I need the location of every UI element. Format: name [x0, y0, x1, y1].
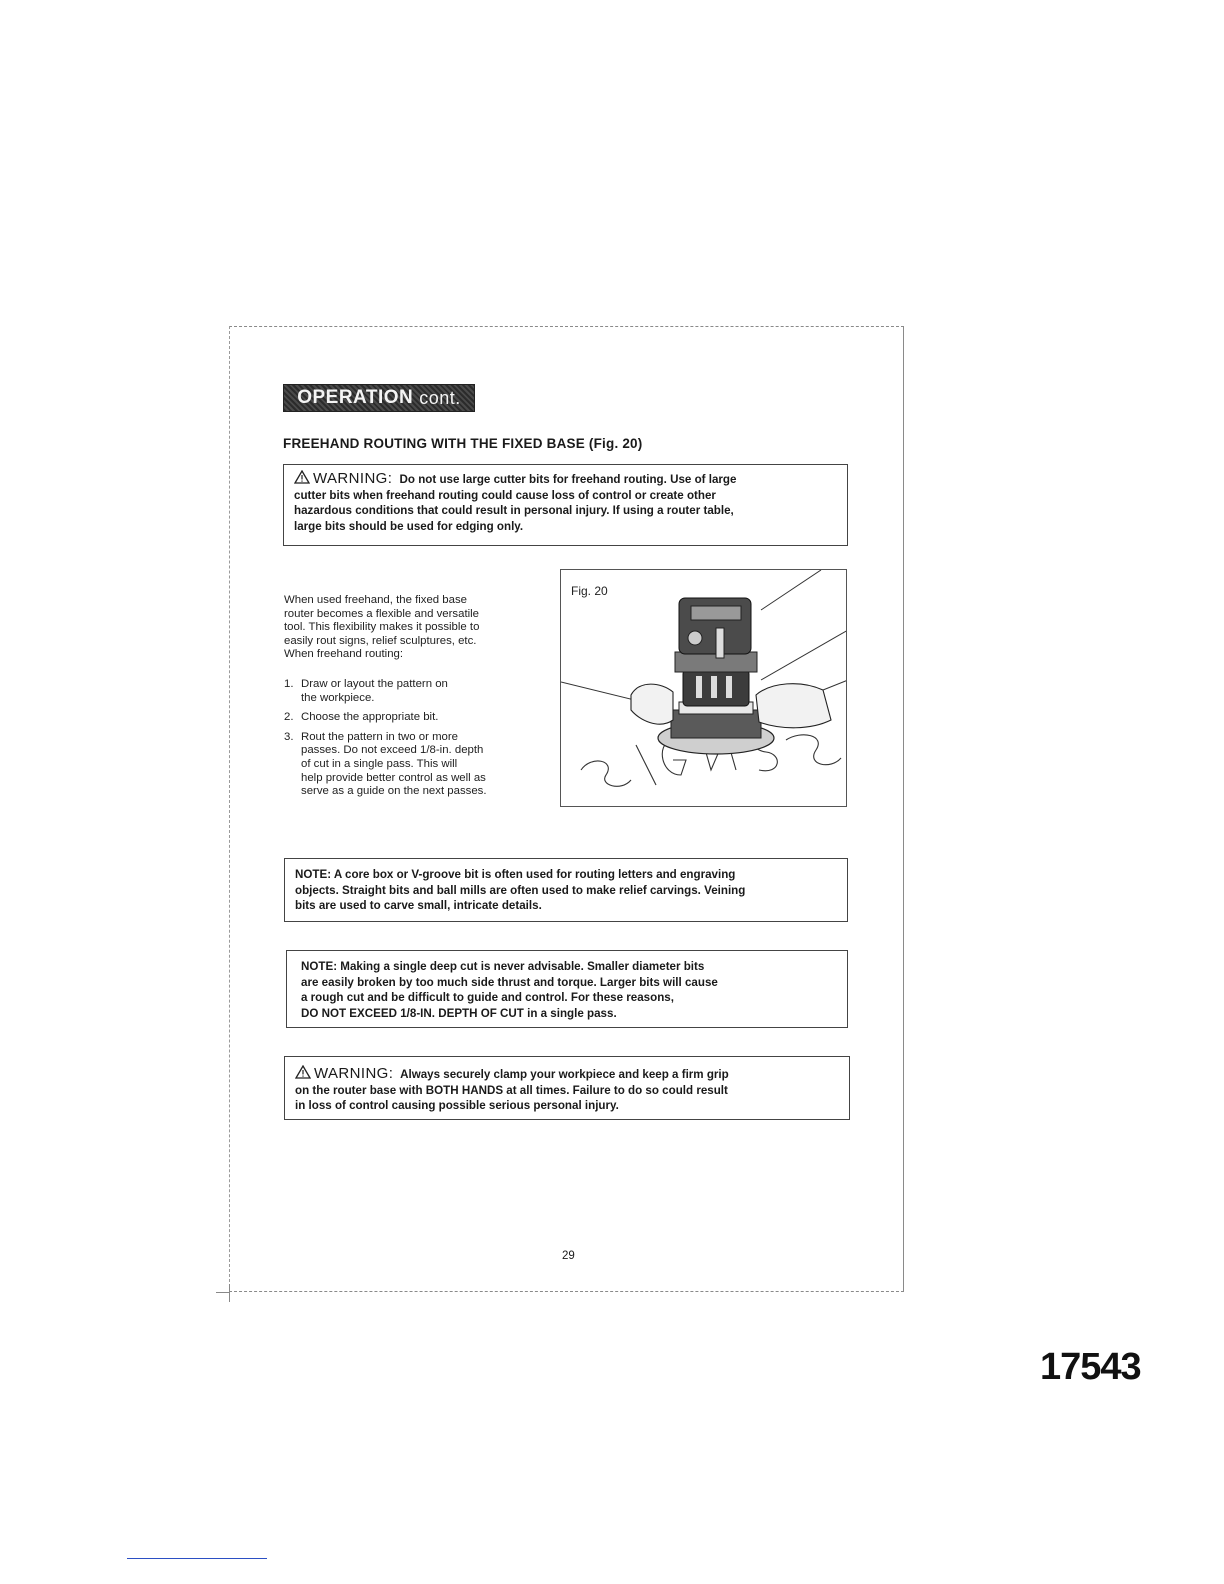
section-heading: FREEHAND ROUTING WITH THE FIXED BASE (Fig. 20): [283, 436, 643, 451]
intro-line: router becomes a flexible and versatile: [284, 607, 480, 620]
step-number: 2.: [284, 711, 294, 724]
router-illustration: [561, 570, 847, 807]
intro-line: tool. This flexibility makes it possible to: [284, 621, 480, 634]
note-box-1: [284, 858, 848, 922]
warning-line: Always securely clamp your workpiece and keep a firm grip: [400, 1068, 729, 1081]
section-banner: [283, 384, 475, 412]
figure-20: [560, 569, 847, 807]
warning-line: cutter bits when freehand routing could cause loss of control or create other: [294, 488, 716, 502]
step-line: serve as a guide on the next passes.: [301, 785, 487, 798]
step-line: Choose the appropriate bit.: [301, 711, 439, 724]
note-line: bits are used to carve small, intricate details.: [295, 899, 542, 912]
warning-line: hazardous conditions that could result in personal injury. If using a router table,: [294, 504, 734, 517]
crop-mark: [229, 1284, 230, 1302]
steps-list: [284, 678, 544, 805]
warning-line: in loss of control causing possible serious personal injury.: [295, 1099, 619, 1112]
intro-line: When used freehand, the fixed base: [284, 594, 468, 606]
warning-line: Do not use large cutter bits for freehand routing. Use of large: [399, 473, 737, 486]
list-item: [284, 711, 544, 725]
figure-caption: Fig. 20: [571, 584, 608, 598]
warning-title: WARNING:: [314, 1065, 394, 1082]
step-line: passes. Do not exceed 1/8-in. depth: [301, 744, 484, 757]
document-id: 17543: [1040, 1346, 1141, 1388]
page-number: 29: [562, 1250, 575, 1262]
footer-divider: [127, 1558, 267, 1559]
section-banner-label: OPERATION: [297, 387, 414, 408]
note-line: NOTE: A core box or V-groove bit is often used for routing letters and engraving: [295, 868, 736, 881]
warning-title: WARNING:: [313, 470, 393, 487]
warning-triangle-icon: [294, 470, 310, 484]
warning-line: on the router base with BOTH HANDS at all times. Failure to do so could result: [295, 1083, 728, 1097]
step-line: of cut in a single pass. This will: [301, 757, 458, 770]
intro-line: easily rout signs, relief sculptures, etc.: [284, 634, 477, 647]
note-line: NOTE: Making a single deep cut is never advisable. Smaller diameter bits: [301, 960, 705, 973]
note-line: are easily broken by too much side thrust and torque. Larger bits will cause: [301, 975, 718, 989]
note-line: a rough cut and be difficult to guide and control. For these reasons,: [301, 991, 674, 1004]
list-item: [284, 678, 544, 705]
step-line: help provide better control as well as: [301, 771, 486, 784]
warning-line: large bits should be used for edging only.: [294, 519, 524, 533]
warning-box-2: [284, 1056, 850, 1120]
note-line: objects. Straight bits and ball mills are often used to make relief carvings. Veining: [295, 883, 746, 897]
step-line: Rout the pattern in two or more: [301, 730, 459, 743]
step-number: 1.: [284, 678, 294, 690]
intro-line: When freehand routing:: [284, 648, 404, 661]
note-box-2: [286, 950, 848, 1028]
note-line: DO NOT EXCEED 1/8-IN. DEPTH OF CUT in a single pass.: [301, 1006, 617, 1020]
list-item: [284, 731, 544, 799]
step-number: 3.: [284, 730, 294, 743]
intro-paragraph: [284, 594, 534, 662]
step-line: Draw or layout the pattern on: [301, 678, 448, 690]
section-banner-suffix: cont.: [419, 387, 461, 408]
step-line: the workpiece.: [301, 691, 375, 704]
warning-box-1: [283, 464, 848, 546]
crop-mark: [216, 1292, 230, 1293]
warning-triangle-icon: [295, 1065, 311, 1079]
